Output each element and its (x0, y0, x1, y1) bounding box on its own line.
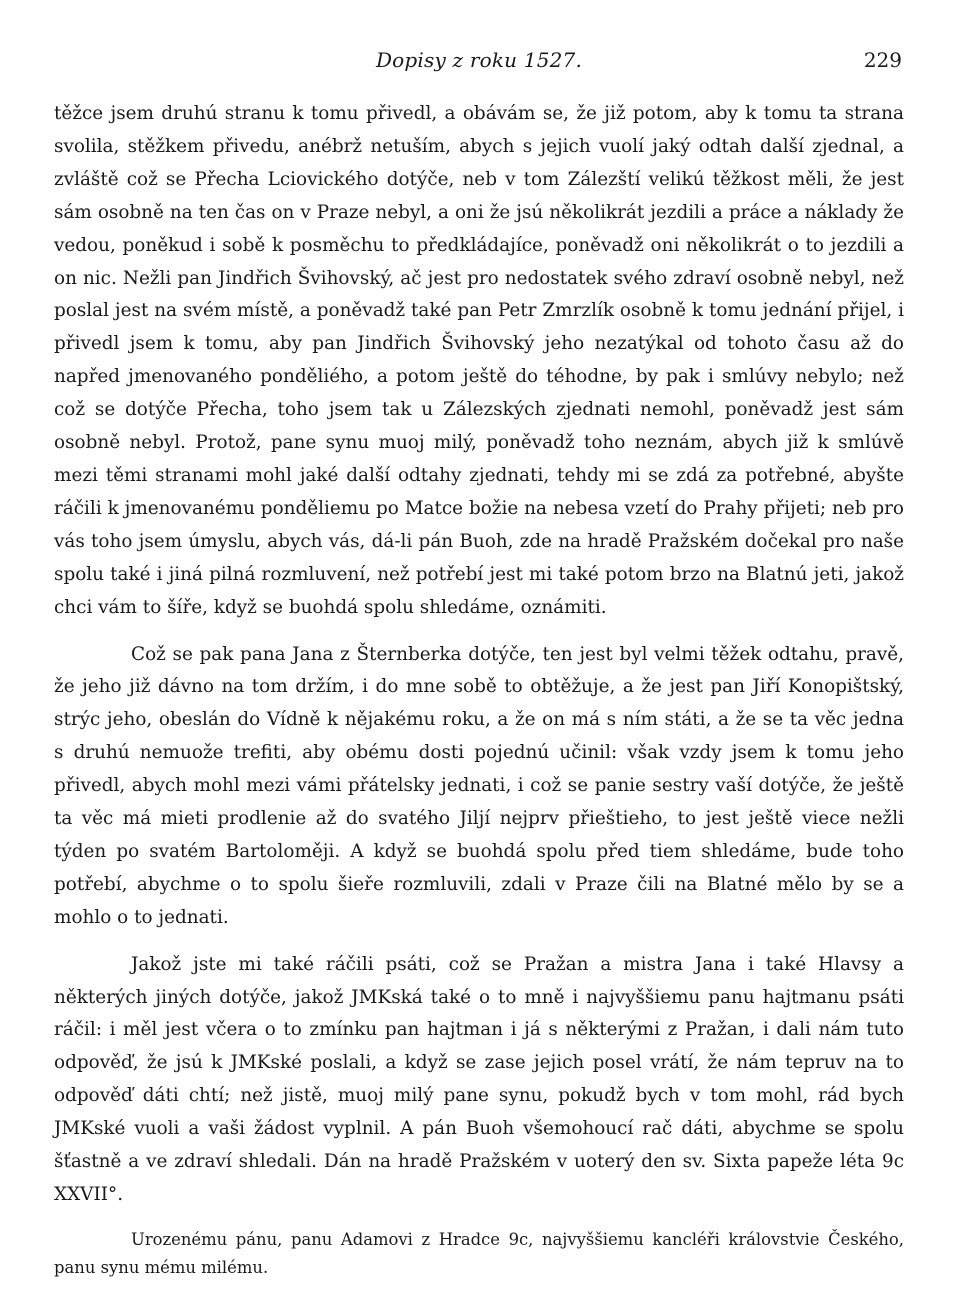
page-number: 229 (863, 48, 902, 72)
document-page (54, 40, 904, 1282)
running-header (54, 40, 904, 74)
running-title: Dopisy z roku 1527. (375, 48, 583, 72)
paragraph-continuation: těžce jsem druhú stranu k tomu přivedl, a obávám se, že již potom, aby k tomu ta strana svolila, stěžkem přivedu, anébrž netuším, abych s jejich vuolí jaký odtah další zjednal, a zvláště což se Přecha Lciovického dotýče, neb v tom Zálezští velikú těžkost měli, že jest sám osobně na ten čas on v Praze nebyl, a oni že jsú několikrát jezdili a práce a náklady že vedou, poněkud i sobě k posměchu to předkládajíce, poněvadž oni několikrát o to jezdili a on nic. Nežli pan Jindřich Švihovský, ač jest pro nedostatek svého zdraví osobně nebyl, než poslal jest na svém místě, a poněvadž také pan Petr Zmrzlík osobně k tomu jednání přijel, i přivedl jsem k tomu, aby pan Jindřich Švihovský jeho nezatýkal od tohoto času až do napřed jmenovaného ponděliého, a potom ještě do téhodne, by pak i smlúvy nebylo; než což se dotýče Přecha, toho jsem tak u Zálezských zjednati nemohl, poněvadž jest sám osobně nebyl. Protož, pane synu muoj milý, poněvadž toho neznám, abych již k smlúvě mezi těmi stranami mohl jaké další odtahy zjednati, tehdy mi se zdá za potřebné, abyšte ráčili k jmenovanému ponděliemu po Matce božie na nebesa vzetí do Prahy přijeti; neb pro vás toho jsem úmyslu, abych vás, dá-li pán Buoh, zde na hradě Pražském dočekal pro naše spolu také i jiná pilná rozmluvení, než potřebí jest mi také potom brzo na Blatnú jeti, jakož chci vám to šíře, když se buohdá spolu shledáme, oznámiti. (54, 103, 904, 618)
letter-address: Urozenému pánu, panu Adamovi z Hradce 9c, najvyššiemu kancléři královstvie Českého, panu synu mému milému. (54, 1229, 904, 1277)
paragraph-prazane: Jakož jste mi také ráčili psáti, což se Pražan a mistra Jana i také Hlavsy a některých jiných dotýče, jakož JMKská také o to mně i najvyššiemu panu hajtmanu psáti ráčil: i měl jest včera o to zmínku pan hajtman i já s některými z Pražan, i dali nám tuto odpověď, že jsú k JMKské poslali, a když se zase jejich posel vrátí, že nám tepruv na to odpověď dáti chtí; než jistě, muoj milý pane synu, pokudž bych v tom mohl, rád bych JMKské vuoli a vaši žádost vyplnil. A pán Buoh všemohoucí rač dáti, abychme se spolu šťastně a ve zdraví shledali. Dán na hradě Pražském v uoterý den sv. Sixta papeže léta 9c XXVII°. (54, 953, 904, 1205)
paragraph-sternberk: Což se pak pana Jana z Šternberka dotýče, ten jest byl velmi těžek odtahu, pravě, že jeho již dávno na tom držím, i do mne sobě to obtěžuje, a že jest pan Jiří Konopištský, strýc jeho, obeslán do Vídně k nějakému roku, a že on má s ním státi, a že se ta věc jedna s druhú nemuože trefiti, aby obému dosti pojednú učinil: však vzdy jsem k tomu jeho přivedl, abych mohl mezi vámi přátelsky jednati, i což se panie sestry vaší dotýče, že ještě ta věc má mieti prodlenie až do svatého Jiljí nejprv přieštieho, to jest ještě viece nežli týden po svatém Bartoloměji. A když se buohdá spolu před tiem shledáme, bude toho potřebí, abychme o to spolu šieře rozmluvili, zdali v Praze čili na Blatné mělo by se a mohlo o to jednati. (54, 643, 904, 928)
letter-body (54, 98, 904, 1282)
